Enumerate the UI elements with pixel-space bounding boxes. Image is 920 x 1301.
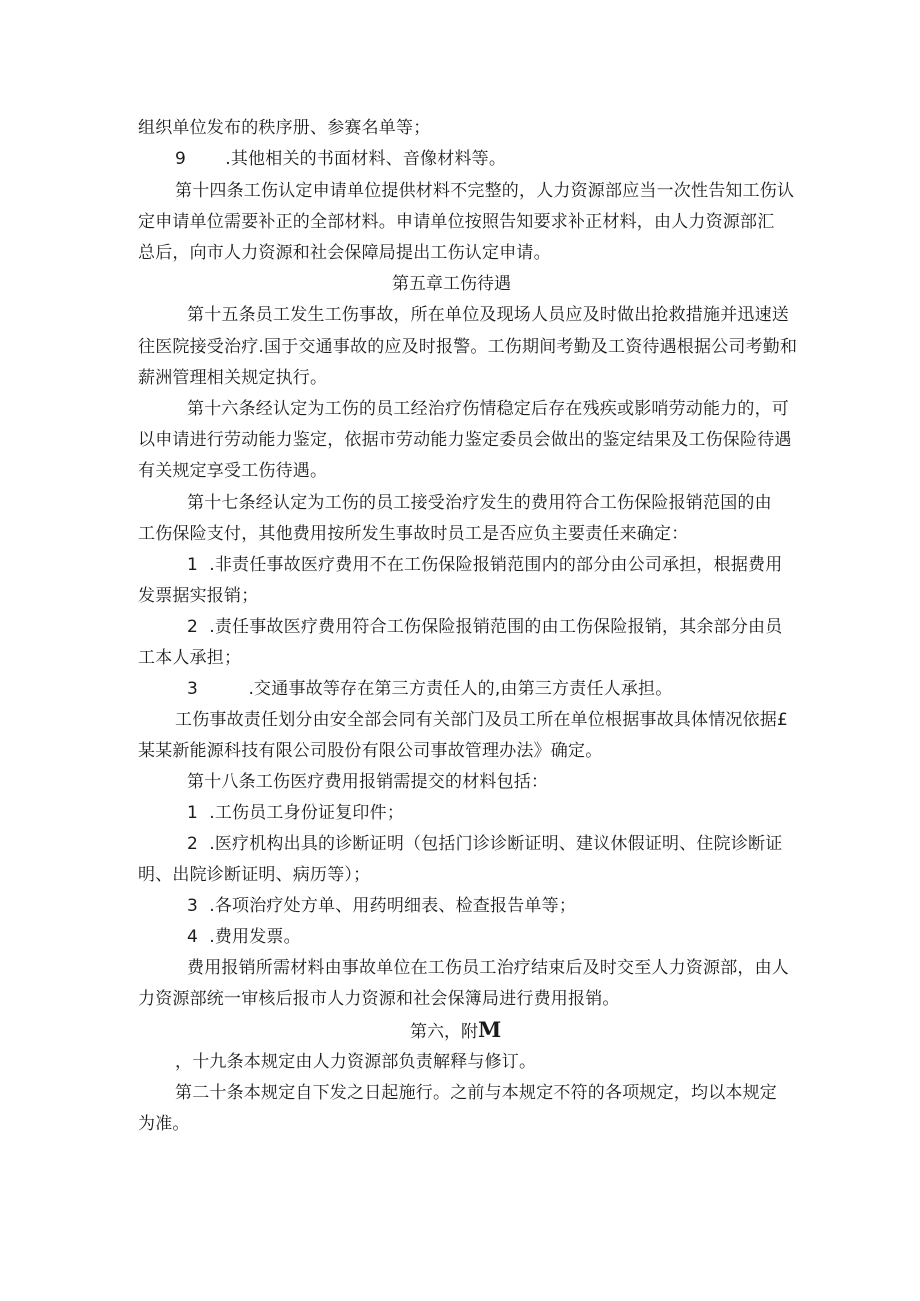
- text-line: 定申请单位需要补正的全部材料。申请单位按照告知要求补正材料，由人力资源部汇: [138, 212, 775, 232]
- chapter-heading-5: 第五章工伤待遇: [392, 274, 511, 294]
- text-line: 薪洲管理相关规定执行。: [138, 368, 328, 388]
- paragraph-article-20: 第二十条本规定自下发之日起施行。之前与本规定不符的各项规定，均以本规定: [175, 1083, 777, 1103]
- list-item: 3 .各项治疗处方单、用药明细表、检查报告单等；: [187, 896, 577, 916]
- list-item: 3 .交通事故等存在第三方责任人的,由第三方责任人承担。: [187, 679, 673, 699]
- text-line: 有关规定享受工伤待遇。: [138, 461, 328, 481]
- text-line: 往医院接受治疗.国于交通事故的应及时报警。工伤期间考勤及工资待遇根据公司考勤和: [138, 337, 798, 357]
- text-line: 工本人承担；: [138, 648, 242, 668]
- list-item: 4 .费用发票。: [187, 927, 301, 947]
- text-line: 总后，向市人力资源和社会保障局提出工伤认定申请。: [138, 243, 551, 263]
- paragraph-article-18: 第十八条工伤医疗费用报销需提交的材料包括：: [187, 772, 549, 792]
- paragraph-article-15: 第十五条员工发生工伤事故，所在单位及现场人员应及时做出抢救措施并迅速送: [187, 305, 789, 325]
- paragraph-reimbursement: 费用报销所需材料由事故单位在工伤员工治疗结束后及时交至人力资源部，由人: [187, 958, 789, 978]
- chapter-heading-glyph: M: [478, 1017, 502, 1042]
- text-line: 为准。: [138, 1114, 190, 1134]
- chapter-heading-text: 第六，附: [410, 1022, 478, 1042]
- text-line: 力资源部统一审核后报市人力资源和社会保簿局进行费用报销。: [138, 989, 620, 1009]
- paragraph-article-14: 第十四条工伤认定申请单位提供材料不完整的，人力资源部应当一次性告知工伤认: [175, 181, 795, 201]
- paragraph-article-19: ，十九条本规定由人力资源部负责解释与修订。: [175, 1052, 537, 1072]
- list-item: 2 .责任事故医疗费用符合工伤保险报销范围的由工伤保险报销，其余部分由员: [187, 617, 783, 637]
- text-line: 某某新能源科技有限公司股份有限公司事故管理办法》确定。: [138, 741, 603, 761]
- text-line: 组织单位发布的秩序册、参赛名单等；: [138, 118, 431, 138]
- text-line: 工伤保险支付，其他费用按所发生事故时员工是否应负主要责任来确定：: [138, 524, 689, 544]
- list-item: 9 .其他相关的书面材料、音像材料等。: [175, 149, 507, 169]
- list-item: 1 .工伤员工身份证复印件；: [187, 803, 405, 823]
- paragraph-article-16: 第十六条经认定为工伤的员工经治疗伤情稳定后存在残疾或影哨劳动能力的，可: [187, 399, 789, 419]
- chapter-heading-6: [410, 1019, 501, 1043]
- list-item: 2 .医疗机构出具的诊断证明（包括门诊诊断证明、建议休假证明、住院诊断证: [187, 834, 783, 854]
- text-line: 明、出院诊断证明、病历等）；: [138, 865, 371, 885]
- text-line: 发票据实报销；: [138, 586, 259, 606]
- paragraph-article-17: 第十七条经认定为工伤的员工接受治疗发生的费用符合工伤保险报销范国的由: [187, 493, 772, 513]
- paragraph-liability: 工伤事故责任划分由安全部会同有关部门及员工所在单位根据事故具体情况依据£: [175, 710, 789, 730]
- text-line: 以申请进行劳动能力鉴定，依据市劳动能力鉴定委员会做出的鉴定结果及工伤保险待遇: [138, 430, 792, 450]
- list-item: 1 .非责任事故医疗费用不在工伤保险报销范围内的部分由公司承担，根据费用: [187, 555, 783, 575]
